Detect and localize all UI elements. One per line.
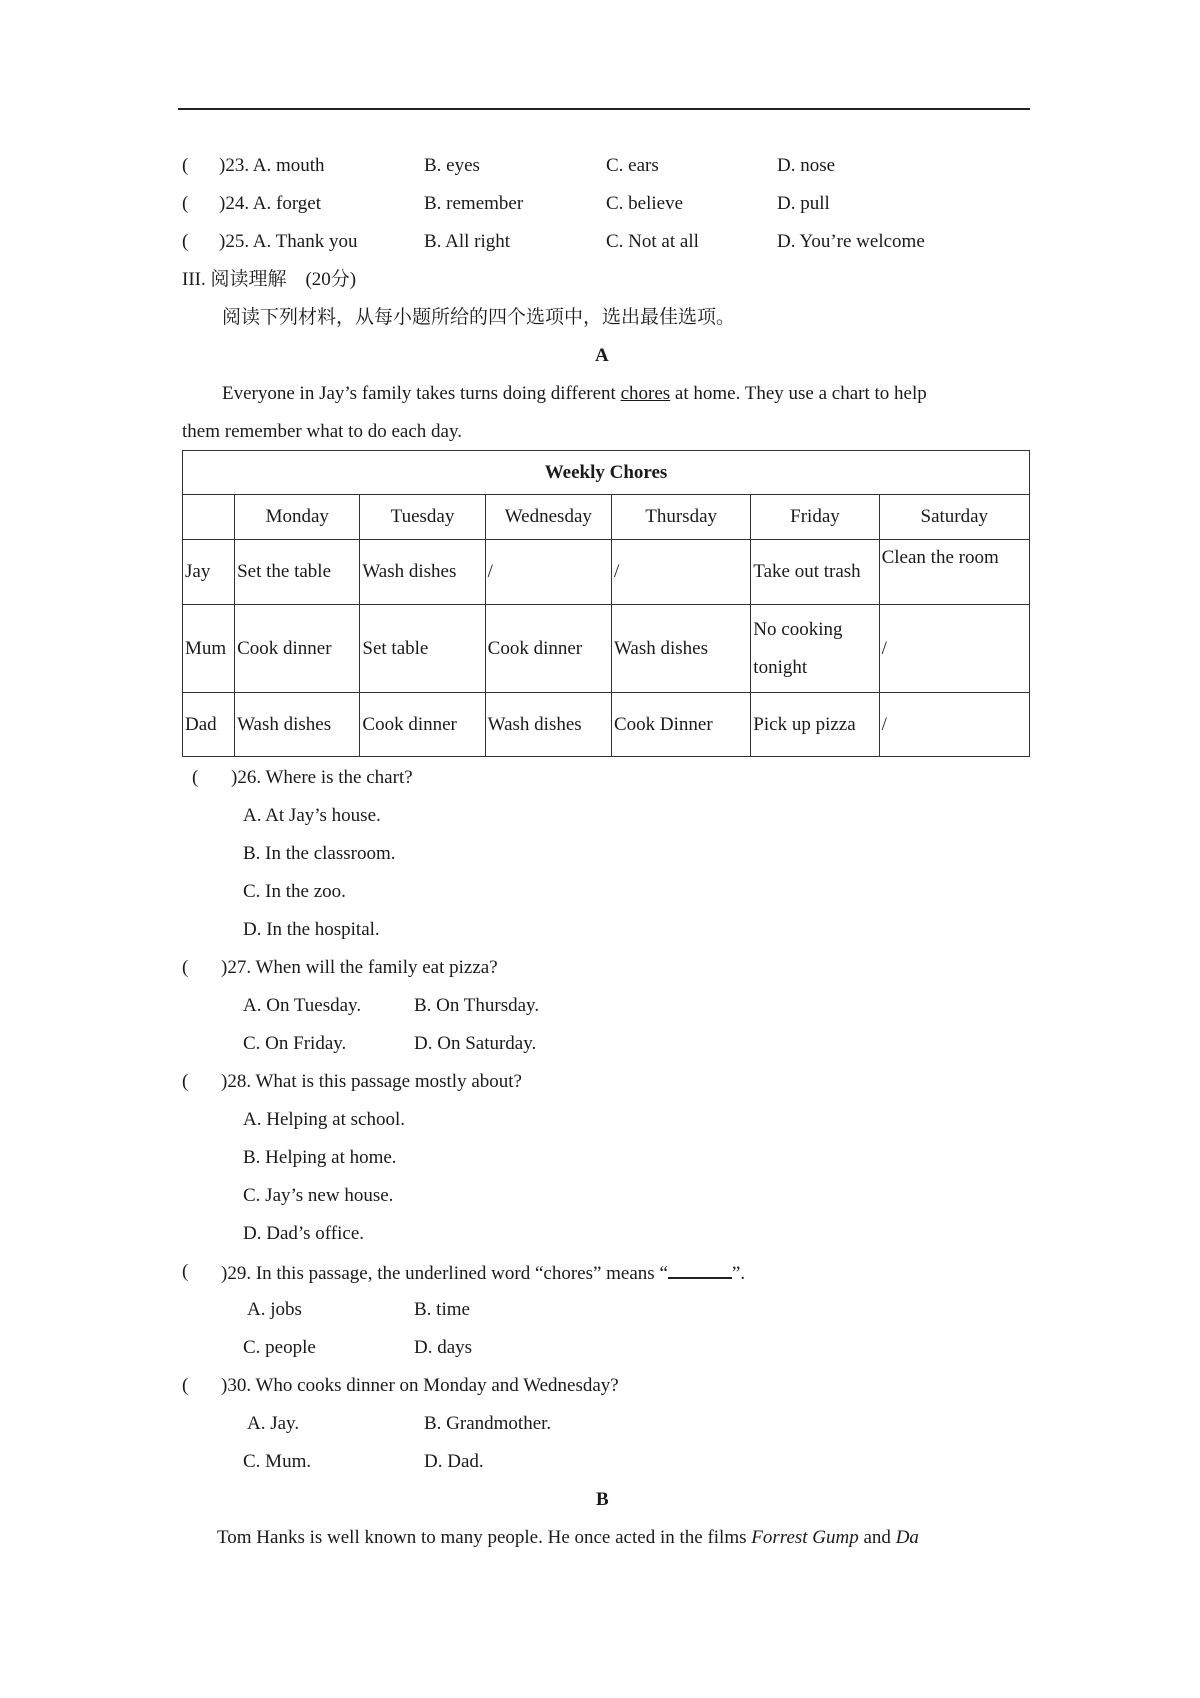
weekly-chores-table xyxy=(182,450,1030,757)
table-header-cell: Friday xyxy=(751,495,879,540)
stem-text: )29. In this passage, the underlined word “chores” means “ xyxy=(221,1263,668,1284)
q24-option-d: D. pull xyxy=(777,193,830,214)
passage-text: at home. They use a chart to help xyxy=(670,383,927,404)
passage-text: Everyone in Jay’s family takes turns doing different xyxy=(222,383,621,404)
header-rule xyxy=(178,108,1030,110)
q29-option-d: D. days xyxy=(414,1337,473,1358)
q25-option-c: C. Not at all xyxy=(606,231,699,252)
q24-option-c: C. believe xyxy=(606,193,684,214)
table-header-cell: Saturday xyxy=(879,495,1029,540)
table-header-cell: Monday xyxy=(235,495,360,540)
q25-option-b: B. All right xyxy=(424,231,511,252)
q24-option-b: B. remember xyxy=(424,193,524,214)
q27-stem: )27. When will the family eat pizza? xyxy=(221,957,498,978)
answer-paren: ( xyxy=(192,767,199,788)
table-cell: / xyxy=(879,693,1029,757)
q28-option-d: D. Dad’s office. xyxy=(243,1223,365,1244)
passage-b-line1 xyxy=(217,1526,919,1550)
table-cell: Mum xyxy=(183,605,235,693)
table-cell: Wash dishes xyxy=(360,540,485,605)
answer-paren: ( xyxy=(182,231,189,252)
q29-option-b: B. time xyxy=(414,1299,470,1320)
q26-option-c: C. In the zoo. xyxy=(243,881,346,902)
q28-option-b: B. Helping at home. xyxy=(243,1147,397,1168)
table-row xyxy=(183,605,1030,693)
table-cell: / xyxy=(485,540,611,605)
answer-paren: ( xyxy=(182,193,189,214)
table-cell: Wash dishes xyxy=(235,693,360,757)
table-cell: Take out trash xyxy=(751,540,879,605)
q30-stem: )30. Who cooks dinner on Monday and Wednesday? xyxy=(221,1375,619,1396)
table-cell: Cook Dinner xyxy=(611,693,750,757)
section-instruction: 阅读下列材料，从每小题所给的四个选项中，选出最佳选项。 xyxy=(222,307,736,328)
answer-paren: ( xyxy=(182,1261,189,1282)
passage-a-line2: them remember what to do each day. xyxy=(182,421,462,442)
table-cell: / xyxy=(879,605,1029,693)
passage-a-label: A xyxy=(595,345,609,366)
q23-option-b: B. eyes xyxy=(424,155,480,176)
q23-option-a: )23. A. mouth xyxy=(219,155,325,176)
table-cell: Dad xyxy=(183,693,235,757)
table-cell: Set table xyxy=(360,605,485,693)
q26-option-a: A. At Jay’s house. xyxy=(243,805,381,826)
passage-b-label: B xyxy=(596,1489,609,1510)
table-cell: / xyxy=(611,540,750,605)
q23-option-c: C. ears xyxy=(606,155,659,176)
table-cell: Wash dishes xyxy=(485,693,611,757)
table-header-cell: Thursday xyxy=(611,495,750,540)
table-header-row xyxy=(183,495,1030,540)
passage-text: Tom Hanks is well known to many people. He once acted in the films xyxy=(217,1527,752,1548)
table-header-cell: Wednesday xyxy=(485,495,611,540)
answer-paren: ( xyxy=(182,957,189,978)
answer-blank xyxy=(668,1260,732,1279)
q29-stem xyxy=(221,1260,745,1286)
q25-option-d: D. You’re welcome xyxy=(777,231,925,252)
q28-stem: )28. What is this passage mostly about? xyxy=(221,1071,522,1092)
table-cell: Cook dinner xyxy=(485,605,611,693)
answer-paren: ( xyxy=(182,1375,189,1396)
q27-option-a: A. On Tuesday. xyxy=(243,995,362,1016)
table-cell xyxy=(751,605,879,693)
q26-stem: )26. Where is the chart? xyxy=(231,767,413,788)
table-row xyxy=(183,540,1030,605)
table-cell: Clean the room xyxy=(879,540,1029,605)
q26-option-b: B. In the classroom. xyxy=(243,843,396,864)
q29-option-a: A. jobs xyxy=(247,1299,302,1320)
underlined-word-chores: chores xyxy=(620,383,671,404)
q28-option-a: A. Helping at school. xyxy=(243,1109,406,1130)
q24-option-a: )24. A. forget xyxy=(219,193,322,214)
table-cell: Pick up pizza xyxy=(751,693,879,757)
answer-paren: ( xyxy=(182,1071,189,1092)
q27-option-d: D. On Saturday. xyxy=(414,1033,537,1054)
q28-option-c: C. Jay’s new house. xyxy=(243,1185,394,1206)
q29-option-c: C. people xyxy=(243,1337,316,1358)
cell-line: tonight xyxy=(753,656,808,678)
table-cell: Cook dinner xyxy=(360,693,485,757)
film-title: Da xyxy=(895,1527,919,1548)
q27-option-c: C. On Friday. xyxy=(243,1033,347,1054)
passage-a-line1 xyxy=(222,382,927,406)
table-row xyxy=(183,693,1030,757)
film-title: Forrest Gump xyxy=(751,1527,859,1548)
table-cell: Set the table xyxy=(235,540,360,605)
q30-option-b: B. Grandmother. xyxy=(424,1413,552,1434)
section-title: III. 阅读理解 (20分) xyxy=(182,269,357,290)
table-cell: Cook dinner xyxy=(235,605,360,693)
q27-option-b: B. On Thursday. xyxy=(414,995,540,1016)
passage-text: and xyxy=(858,1527,896,1548)
q30-option-d: D. Dad. xyxy=(424,1451,484,1472)
cell-line: No cooking xyxy=(753,618,843,640)
q26-option-d: D. In the hospital. xyxy=(243,919,380,940)
stem-text: ”. xyxy=(731,1263,746,1284)
q30-option-a: A. Jay. xyxy=(247,1413,300,1434)
q23-option-d: D. nose xyxy=(777,155,836,176)
answer-paren: ( xyxy=(182,155,189,176)
table-cell: Jay xyxy=(183,540,235,605)
table-header-cell: Tuesday xyxy=(360,495,485,540)
table-header-cell xyxy=(183,495,235,540)
table-cell: Wash dishes xyxy=(611,605,750,693)
table-title: Weekly Chores xyxy=(183,451,1030,495)
q25-option-a: )25. A. Thank you xyxy=(219,231,358,252)
q30-option-c: C. Mum. xyxy=(243,1451,312,1472)
